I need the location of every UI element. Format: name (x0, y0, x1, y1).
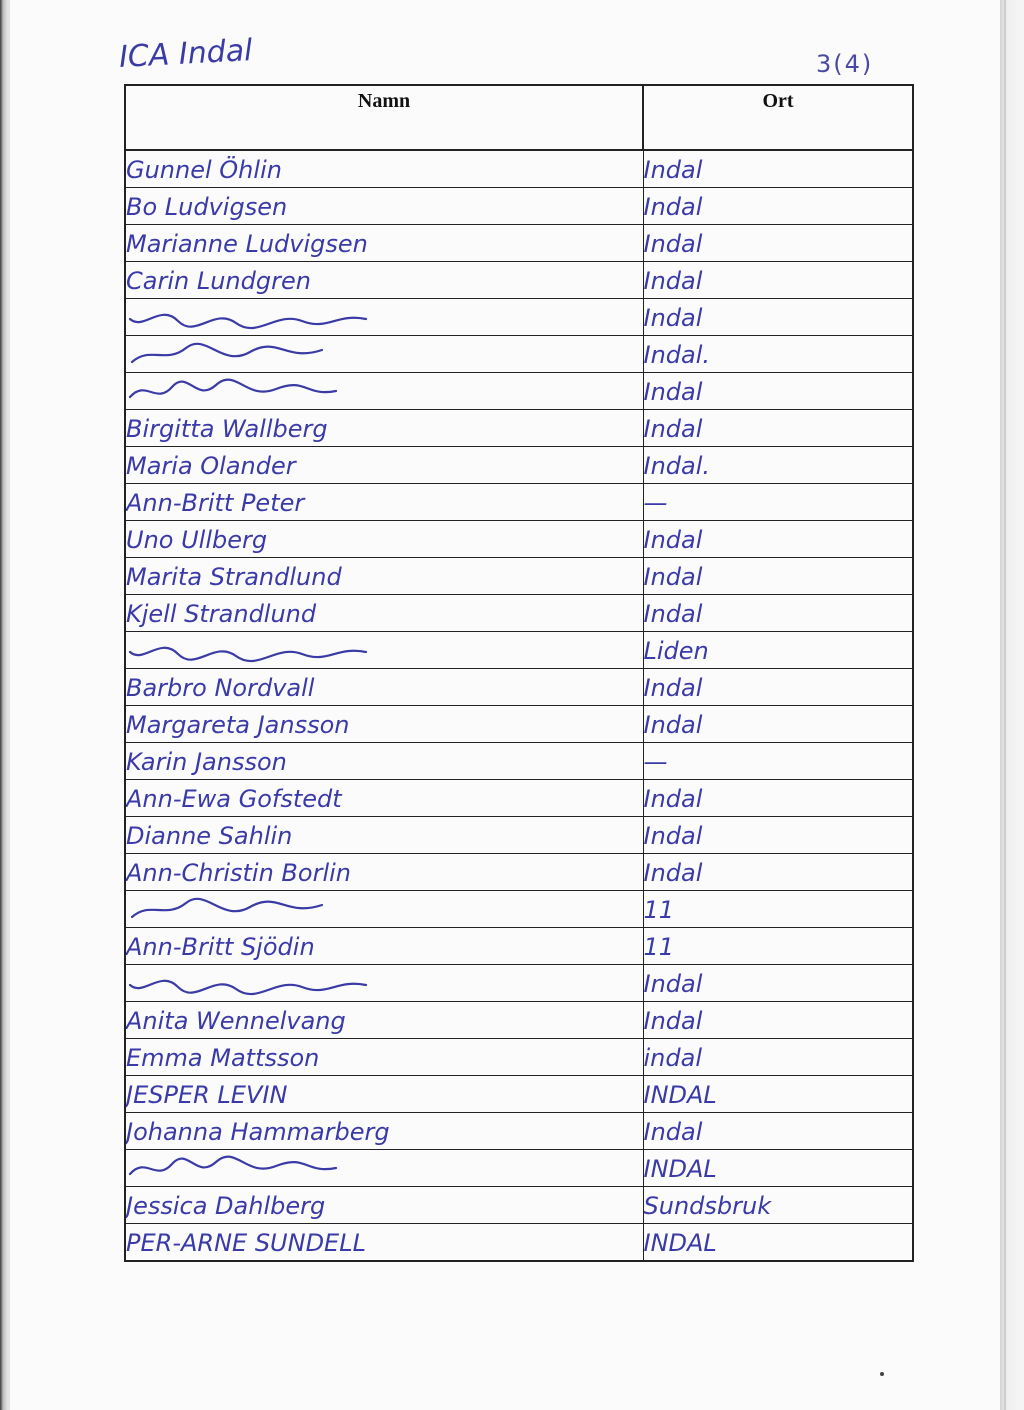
city-cell: INDAL (643, 1150, 913, 1187)
city-cell: Indal (643, 521, 913, 558)
signature-name-cell: Margareta Jansson (125, 706, 643, 743)
city-cell: Indal (643, 150, 913, 188)
table-row (125, 447, 913, 484)
stray-ink-dot (880, 1372, 884, 1376)
signature-name-cell: Karin Jansson (125, 743, 643, 780)
signature-name-cell: PER-ARNE SUNDELL (125, 1224, 643, 1262)
signature-name-cell (125, 1150, 643, 1187)
signature-name-cell: Emma Mattsson (125, 1039, 643, 1076)
city-cell: indal (643, 1039, 913, 1076)
table-row (125, 780, 913, 817)
city-cell: Indal (643, 595, 913, 632)
signature-name-cell: JESPER LEVIN (125, 1076, 643, 1113)
signature-name-cell: Gunnel Öhlin (125, 150, 643, 188)
signature-name-cell: Anita Wennelvang (125, 1002, 643, 1039)
city-cell: Indal (643, 817, 913, 854)
table-row (125, 965, 913, 1002)
signature-name-cell: Kjell Strandlund (125, 595, 643, 632)
signature-name-cell: Carin Lundgren (125, 262, 643, 299)
table-row (125, 1039, 913, 1076)
city-cell: INDAL (643, 1224, 913, 1262)
table-row (125, 262, 913, 299)
table-row (125, 595, 913, 632)
signature-name-cell (125, 965, 643, 1002)
signature-name-cell: Marita Strandlund (125, 558, 643, 595)
table-row (125, 1002, 913, 1039)
city-cell: INDAL (643, 1076, 913, 1113)
table-row (125, 928, 913, 965)
illegible-signature-scribble (126, 301, 386, 335)
city-cell: — (643, 484, 913, 521)
city-cell: Sundsbruk (643, 1187, 913, 1224)
table-row (125, 891, 913, 928)
illegible-signature-scribble (126, 634, 386, 668)
column-header-city: Ort (643, 85, 913, 150)
city-cell: Indal (643, 262, 913, 299)
table-row (125, 558, 913, 595)
city-cell: Indal (643, 373, 913, 410)
city-cell: 11 (643, 928, 913, 965)
signature-name-cell: Dianne Sahlin (125, 817, 643, 854)
table-row (125, 1076, 913, 1113)
signature-name-cell: Ann-Britt Sjödin (125, 928, 643, 965)
signature-name-cell: Barbro Nordvall (125, 669, 643, 706)
signature-table (124, 84, 914, 1262)
illegible-signature-scribble (126, 1152, 386, 1186)
signature-name-cell: Ann-Ewa Gofstedt (125, 780, 643, 817)
table-row (125, 706, 913, 743)
signature-name-cell: Marianne Ludvigsen (125, 225, 643, 262)
table-header-row (125, 85, 913, 150)
table-row (125, 521, 913, 558)
table-row (125, 1224, 913, 1262)
city-cell: Indal (643, 965, 913, 1002)
city-cell: Liden (643, 632, 913, 669)
city-cell: Indal (643, 225, 913, 262)
signature-name-cell (125, 632, 643, 669)
table-row (125, 299, 913, 336)
signature-name-cell: Ann-Christin Borlin (125, 854, 643, 891)
city-cell: Indal (643, 669, 913, 706)
signature-name-cell: Maria Olander (125, 447, 643, 484)
table-row (125, 1150, 913, 1187)
city-cell: Indal (643, 706, 913, 743)
city-cell: Indal (643, 558, 913, 595)
table-row (125, 373, 913, 410)
signature-name-cell: Johanna Hammarberg (125, 1113, 643, 1150)
illegible-signature-scribble (126, 967, 386, 1001)
signature-name-cell (125, 891, 643, 928)
signature-name-cell (125, 299, 643, 336)
city-cell: — (643, 743, 913, 780)
city-cell: Indal (643, 1113, 913, 1150)
scan-edge-line (1004, 0, 1006, 1410)
illegible-signature-scribble (126, 893, 386, 927)
table-row (125, 225, 913, 262)
table-row (125, 1113, 913, 1150)
city-cell: Indal (643, 188, 913, 225)
city-cell: Indal. (643, 336, 913, 373)
table-row (125, 743, 913, 780)
table-row (125, 632, 913, 669)
city-cell: Indal (643, 1002, 913, 1039)
table-row (125, 669, 913, 706)
city-cell: Indal. (643, 447, 913, 484)
signature-name-cell: Ann-Britt Peter (125, 484, 643, 521)
signature-name-cell: Uno Ullberg (125, 521, 643, 558)
signature-name-cell: Birgitta Wallberg (125, 410, 643, 447)
city-cell: 11 (643, 891, 913, 928)
table-row (125, 1187, 913, 1224)
city-cell: Indal (643, 299, 913, 336)
store-title: ICA Indal (118, 33, 254, 75)
illegible-signature-scribble (126, 338, 386, 372)
illegible-signature-scribble (126, 375, 386, 409)
signature-name-cell: Bo Ludvigsen (125, 188, 643, 225)
column-header-name: Namn (125, 85, 643, 150)
city-cell: Indal (643, 854, 913, 891)
table-row (125, 150, 913, 188)
signature-name-cell (125, 336, 643, 373)
signature-name-cell: Jessica Dahlberg (125, 1187, 643, 1224)
signature-name-cell (125, 373, 643, 410)
table-row (125, 817, 913, 854)
scan-edge-left (0, 0, 8, 1410)
city-cell: Indal (643, 410, 913, 447)
table-row (125, 484, 913, 521)
table-row (125, 854, 913, 891)
page-number: 3(4) (816, 50, 874, 78)
table-row (125, 410, 913, 447)
table-row (125, 336, 913, 373)
table-row (125, 188, 913, 225)
city-cell: Indal (643, 780, 913, 817)
